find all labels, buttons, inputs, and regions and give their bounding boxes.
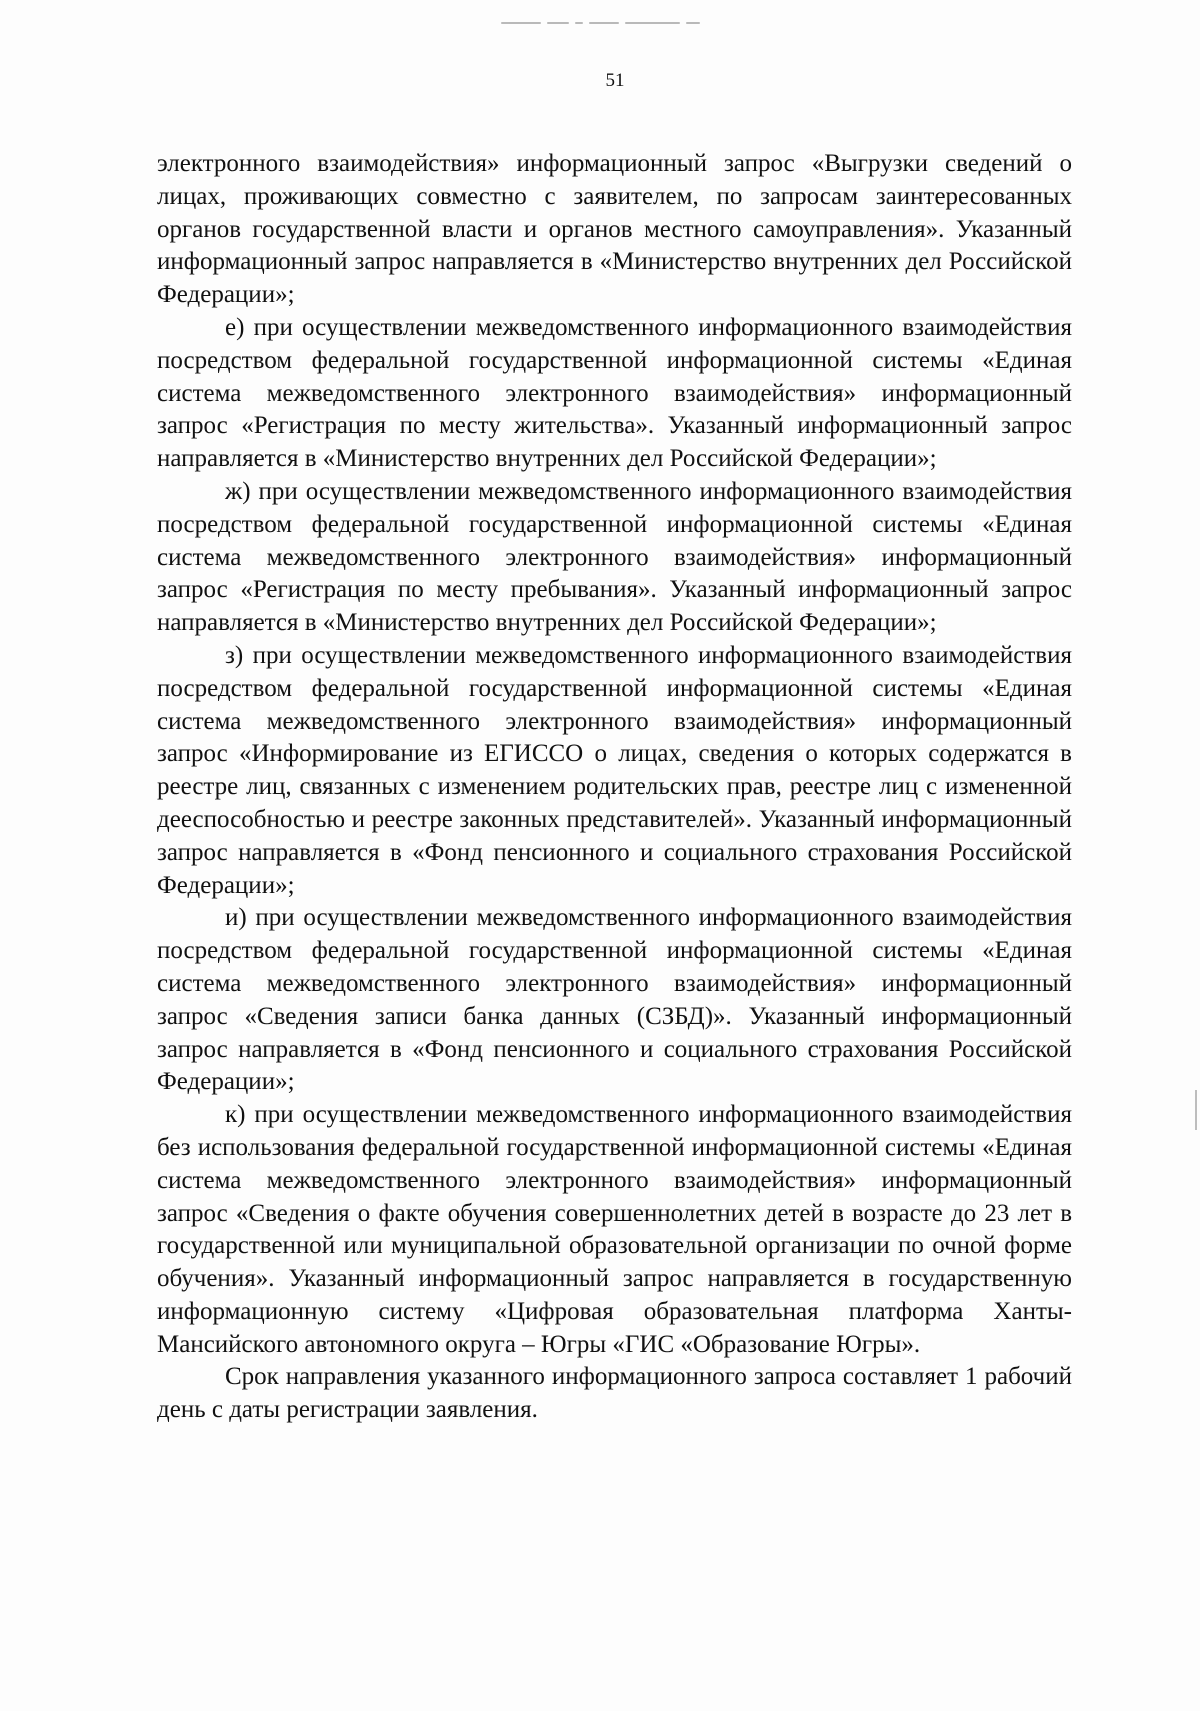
scan-artifact (430, 8, 770, 38)
paragraph-item-e: е) при осуществлении межведомственного информационного взаимодействия посредством федеральной государственной информационной системы «Единая система межведомственного электронного взаимодействия» информационный запрос «Регистрация по месту жительства». Указанный информационный запрос направляется в «Министерство внутренних дел Российской Федерации»; (157, 313, 1072, 473)
paragraph-deadline: Срок направления указанного информационного запроса составляет 1 рабочий день с даты регистрации заявления. (157, 1363, 1072, 1424)
document-body (157, 148, 1072, 1427)
page-number: 51 (605, 70, 625, 91)
paragraph-item-zh: ж) при осуществлении межведомственного информационного взаимодействия посредством федеральной государственной информационной системы «Единая система межведомственного электронного взаимодействия» информационный запрос «Регистрация по месту пребывания». Указанный информационный запрос направляется в «Министерство внутренних дел Российской Федерации»; (157, 477, 1072, 637)
paragraph-item-z: з) при осуществлении межведомственного информационного взаимодействия посредством федеральной государственной информационной системы «Единая система межведомственного электронного взаимодействия» информационный запрос «Информирование из ЕГИССО о лицах, сведения о которых содержатся в реестре лиц, связанных с изменением родительских прав, реестре лиц с измененной дееспособностью и реестре законных представителей». Указанный информационный запрос направляется в «Фонд пенсионного и социального страхования Российской Федерации»; (157, 641, 1072, 899)
paragraph-item-i: и) при осуществлении межведомственного информационного взаимодействия посредством федеральной государственной информационной системы «Единая система межведомственного электронного взаимодействия» информационный запрос «Сведения записи банка данных (СЗБД)». Указанный информационный запрос направляется в «Фонд пенсионного и социального страхования Российской Федерации»; (157, 904, 1072, 1096)
paragraph-item-k: к) при осуществлении межведомственного информационного взаимодействия без использования федеральной государственной информационной системы «Единая система межведомственного электронного взаимодействия» информационный запрос «Сведения о факте обучения совершеннолетних детей в возрасте до 23 лет в государственной или муниципальной образовательной организации по очной форме обучения». Указанный информационный запрос направляется в государственную информационную систему «Цифровая образовательная платформа Ханты-Мансийского автономного округа – Югры «ГИС «Образование Югры». (157, 1101, 1072, 1358)
paragraph: электронного взаимодействия» информационный запрос «Выгрузки сведений о лицах, проживающих совместно с заявителем, по запросам заинтересованных органов государственной власти и органов местного самоуправления». Указанный информационный запрос направляется в «Министерство внутренних дел Российской Федерации»; (157, 150, 1072, 309)
scan-artifact (1195, 1090, 1197, 1130)
